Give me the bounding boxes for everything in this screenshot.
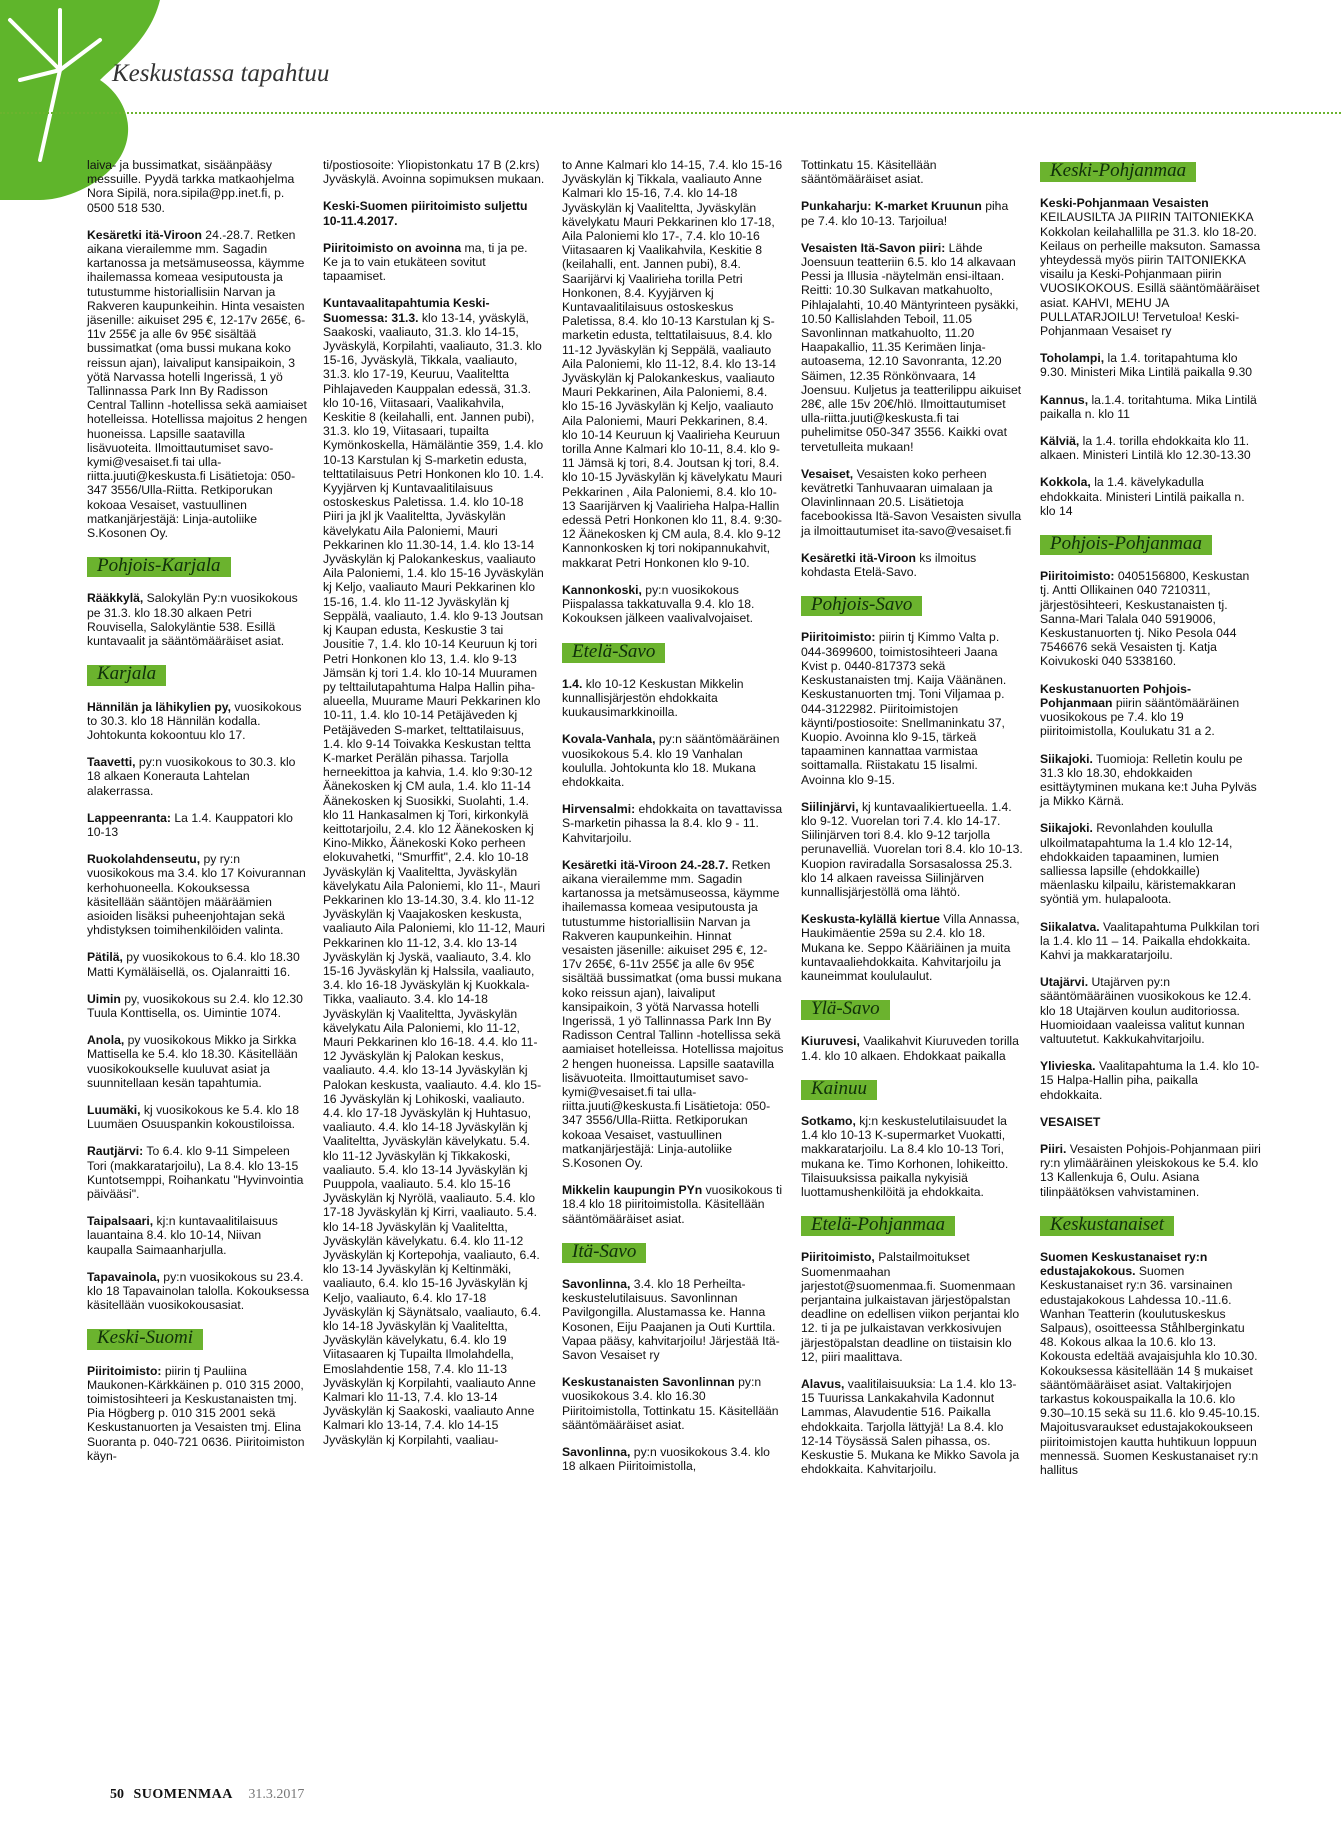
notice-entry [801,1250,1023,1364]
notice-lead: Tapavainola, [87,1269,160,1284]
notice-text: Revonlahden koululla ulkoilmatapahtuma la 1.4 klo 12-14, ehdokkaiden tapaaminen, lumien salliessa lapsille (ehdokkaille) mäenlasku kilpailu, käristemakkaran syöntiä ym. hulapaloota. [1040,821,1236,907]
notice-text: ehdokkaita on tavattavissa S-marketin pihassa la 8.4. klo 9 - 11. Kahvitarjoilu. [562,802,783,845]
notice-lead: Piiri. [1040,1141,1067,1156]
notice-text: Retken aikana vierailemme mm. Sagadin kartanossa ja metsämuseossa, käymme ihailemassa komeaa vesiputousta ja tutustumme historiallisiin Narvan ja Rakveren kaupunkeihin. Hinnat vesaisten jäsenille: aikuiset 295 €, 12-17v 265€, 6-11v 255€ ja alle 6v 95€ sisältää bussimatkat (oma bussi mukana koko reissun ajan), laivaliput kansipaikoin, 3 yötä Narvassa hotelli Ingerissä, 1 yö Tallinnassa Park Inn By Radisson Central Tallinn -hotellissa sekä aamiaiset hotelleissa. Hotellissa majoitus 2 hengen huoneissa. Lapsille saatavilla lisävuoteita. Ilmoittautumiset savo-kymi@vesaiset.fi tai ulla-riitta.juuti@keskusta.fi Lisätietoja: 050-347 3556/Ulla-Riitta. Retkiporukan kokoaa Vesaiset, vastuullinen matkanjärjestäjä: Linja-autoliike S.Kosonen Oy. [562,857,784,1170]
notice-entry [801,199,1023,227]
notice-text: piha pe 7.4. klo 10-13. Tarjoilua! [801,199,1009,228]
notice-lead: Keski-Suomen piiritoimisto suljettu 10-11.4.2017. [323,199,528,228]
notice-lead: Piiritoimisto: [87,1363,162,1378]
notice-text: ma, ti ja pe. Ke ja to vain etukäteen sovitut tapaamiset. [323,240,528,284]
notice-lead: Keski-Pohjanmaan Vesaisten [1040,196,1209,211]
notice-entry [87,992,309,1020]
notice-text: Vaalitapahtuma la 1.4. klo 10-15 Halpa-Hallin piha, paikalla ehdokkaita. [1040,1059,1260,1102]
section-heading: Itä-Savo [562,1243,646,1263]
notice-entry [323,199,545,227]
notice-text: py:n sääntömääräinen vuosikokous 5.4. klo 19 Vanhalan koululla. Johtokunta klo 18. Mukana ehdokkaita. [562,732,780,789]
notice-entry [87,1270,309,1313]
notice-entry [1040,821,1262,906]
notice-entry [801,551,1023,579]
magazine-name: SUOMENMAA [133,1787,233,1802]
section-heading: Keskustanaiset [1040,1216,1174,1236]
notice-text: ks ilmoitus kohdasta Etelä-Savo. [801,550,977,580]
notice-entry [562,158,784,570]
notice-text: kj:n keskustelutilaisuudet la 1.4 klo 10-13 K-supermarket Vuokatti, makkaratarjoilu. La 8.4 klo 10-13 Tori, mukana ke. Timo Korhonen, lohikeitto. Tilaisuuksissa paikalla nykyisiä luottamushenkilöitä ja ehdokkaita. [801,1113,1009,1199]
section-heading: Etelä-Pohjanmaa [801,1216,955,1236]
notice-text: py ry:n vuosikokous ma 3.4. klo 17 Koivurannan kerhohuoneella. Kokouksessa käsitellään sääntöjen määräämien asioiden lisäksi puheenjohtajan sekä yhdistyksen toimihenkilöiden valinta. [87,852,306,938]
notice-entry [87,1364,309,1463]
notice-text: La 1.4. Kauppatori klo 10-13 [87,810,293,839]
notice-text: Tottinkatu 15. Käsitellään sääntömääräiset asiat. [801,158,937,187]
column-4 [801,158,1023,1489]
notice-lead: Hännilän ja lähikylien py, [87,699,232,714]
notice-lead: Kälviä, [1040,434,1080,449]
notice-text: piirin tj Pauliina Maukonen-Kärkkäinen p. 010 315 2000, toimistosihteeri ja Keskustanaisten tmj. Pia Högberg p. 010 315 2001 sekä Keskustanuorten ja Vesaisten tmj. Elina Suoranta p. 040-721 0636. Piiritoimiston käyn- [87,1363,305,1463]
notice-text: py, vuosikokous su 2.4. klo 12.30 Tuula Konttisella, os. Uimintie 1074. [87,991,303,1020]
notice-entry [1040,1059,1262,1102]
notice-lead: Ruokolahdenseutu, [87,852,201,867]
notice-entry [801,1114,1023,1199]
notice-text: klo 13-14, yväskylä, Saakoski, vaaliauto, 31.3. klo 14-15, Jyväskylä, Korpilahti, vaaliauto, 31.3. klo 15-16, Jyväskylä, Tikkala, vaaliauto, 31.3. klo 17-19, Keuruu, Vaaliteltta Pihlajaveden Kauppalan edessä, 31.3. klo 10-16, Viitasaari, Vaalikahvila, Keskitie 8 (keilahalli, ent. Jannen pubi), 31.3. klo 19, Viitasaari, tupailta Kymönkoskella, Hämäläntie 359, 1.4. klo 10-13 Karstulan kj S-marketin edusta, telttatilaisuus Petri Honkonen klo 10. 1.4. Kyyjärven kj Kuntavaalitilaisuus ostoskeskus Paletissa. 1.4. klo 10-18 Piiri ja jkl jk Vaaliteltta, Jyväskylän kävelykatu Aila Paloniemi, Mauri Pekkarinen klo 11.30-14, 1.4. klo 13-14 Jyväskylän kj Palokankeskus, vaaliauto Aila Paloniemi, 1.4. klo 15-16 Jyväskylän kj Keljo, vaaliauto Mauri Pekkarinen klo 15-16, 1.4. klo 11-12 Jyväskylän kj Seppälä, vaaliauto, 1.4. klo 9-13 Joutsan kj Kaupan edusta, Keskustie 3 tai Jousitie 7, 1.4. klo 10-14 Keuruun kj tori Petri Honkonen klo 13, 1.4. klo 9-13 Jämsän kj tori 1.4. klo 10-14 Muuramen py telttailutapahtuma Halpa Hallin piha-alueella, Muurame Mauri Pekkarinen klo 10-11, 1.4. klo 10-14 Petäjäveden kj Petäjäveden S-market, telttatilaisuus, 1.4. klo 9-14 Toivakka Keskustan teltta K-market Perälän pihassa. Tarjolla herneekittoa ja kahvia, 1.4. klo 9:30-12 Äänekosken kj CM aula, 1.4. klo 11-14 Äänekosken kj Suosikki, Suolahti, 1.4. klo 11 Hankasalmen kj Tori, kirkonkylä keittotarjoilu, 2.4. klo 12 Äänekosken kj Kino-Mikko, Äänekoski Koko perheen elokuvahetki, "Smurffit", 2.4. klo 10-18 Jyväskylän kj Vaaliteltta, Jyväskylän kävelykatu Aila Paloniemi, klo 11-, Mauri Pekkarinen klo 13-14.30, 3.4. klo 11-12 Jyväskylän kj Vaajakosken keskusta, vaaliauto Aila Paloniemi, klo 11-12, Mauri Pekkarinen klo 11-12, 3.4. klo 13-14 Jyväskylän kj Jyskä, vaaliauto, 3.4. klo 15-16 Jyväskylän kj Halssila, vaaliauto, 3.4. klo 16-18 Jyväskylän kj Kuokkala-Tikka, vaaliauto. 3.4. klo 14-18 Jyväskylän kj Vaaliteltta, Jyväskylän kävelykatu Aila Paloniemi, klo 11-12, Mauri Pekkarinen klo 16-18. 4.4. klo 11-12 Jyväskylän kj Palokan keskus, vaaliauto. 4.4. klo 13-14 Jyväskylän kj Palokan keskusta, vaaliauto. 4.4. klo 15-16 Jyväskylän kj Lohikoski, vaaliauto. 4.4. klo 17-18 Jyväskylän kj Huhtasuo, vaaliauto. 4.4. klo 14-18 Jyväskylän kj Vaaliteltta, Jyväskylän kävelykatu. 5.4. klo 11-12 Jyväskylän kj Tikkakoski, vaaliauto. 5.4. klo 13-14 Jyväskylän kj Puuppola, vaaliauto. 5.4. klo 15-16 Jyväskylän kj Nyrölä, vaaliauto. 5.4. klo 17-18 Jyväskylän kj Kirri, vaaliauto. 5.4. klo 14-18 Jyväskylän kj Vaaliteltta, Jyväskylän kävelykatu. 6.4. klo 11-12 Jyväskylän kj Kortepohja, vaaliauto, 6.4. klo 13-14 Jyväskylän kj Keltinmäki, vaaliauto, 6.4. klo 15-16 Jyväskylän kj Keljo, vaaliauto, 6.4. klo 17-18 Jyväskylän kj Säynätsalo, vaaliauto, 6.4. klo 14-18 Jyväskylän kj Vaaliteltta, Jyväskylän kävelykatu, 6.4. klo 19 Viitasaaren kj Tupailta Ilmolahdella, Emoslahdentie 158, 7.4. klo 11-13 Jyväskylän kj Korpilahti, vaaliauto Anne Kalmari klo 11-13, 7.4. klo 13-14 Jyväskylän kj Saakoski, vaaliauto Anne Kalmari klo 13-14, 7.4. klo 14-15 Jyväskylän kj Korpilahti, vaaliau- [323,310,545,1447]
notice-text: Villa Annassa, Haukimäentie 259a su 2.4. klo 18. Mukana ke. Seppo Kääriäinen ja muita kuntavaaliehdokkaita. Kahvitarjoilu ja kauneimmat koululaulut. [801,912,1020,983]
notice-lead: Anola, [87,1033,125,1048]
notice-entry [1040,351,1262,379]
notice-text: vuosikokous ti 18.4 klo 18 piiritoimistolla. Käsitellään sääntömääräiset asiat. [562,1183,783,1226]
notice-text: la 1.4. toritapahtuma klo 9.30. Ministeri Mika Lintilä paikalla 9.30 [1040,351,1253,380]
notice-entry [562,732,784,789]
notice-lead: Hirvensalmi: [562,802,636,817]
notice-entry [562,1375,784,1432]
notice-entry [562,583,784,626]
notice-text: py:n vuosikokous 3.4. klo 18 alkaen Piiritoimistolla, [562,1445,770,1474]
notice-entry [1040,434,1262,462]
notice-text: to Anne Kalmari klo 14-15, 7.4. klo 15-16 Jyväskylän kj Tikkala, vaaliauto Anne Kalmari klo 15-16, 7.4. klo 14-18 Jyväskylän kj Vaaliteltta, Jyväskylän kävelykatu Mauri Pekkarinen klo 17-18, Aila Paloniemi klo 17-, 7.4. klo 10-16 Viitasaaren kj Vaalikahvila, Keskitie 8 (keilahalli, ent. Jannen pubi), 8.4. Saarijärvi kj Vaalirieha torilla Petri Honkonen, 8.4. Kyyjärven kj Kuntavaalitilaisuus ostoskeskus Paletissa, 8.4. klo 10-13 Karstulan kj S-marketin edusta, telttatilaisuus, 8.4. klo 11-12 Jyväskylän kj Seppälä, vaaliauto Aila Paloniemi, klo 11-12, 8.4. klo 13-14 Jyväskylän kj Palokankeskus, vaaliauto Mauri Pekkarinen, Aila Paloniemi, 8.4. klo 15-16 Jyväskylän kj Keljo, vaaliauto Aila Paloniemi, Mauri Pekkarinen, 8.4. klo 10-14 Keuruun kj Vaalirieha Keuruun torilla Anne Kalmari klo 10-11, 8.4. klo 9-11 Jämsä kj tori, 8.4. Joutsan kj tori, 8.4. klo 10-15 Jyväskylän kj kävelykatu Mauri Pekkarinen , Aila Paloniemi, 8.4. klo 10-13 Saarijärven kj Vaalirieha Halpa-Hallin edessä Petri Honkonen klo 11, 8.4. 9:30-12 Äänekosken kj CM aula, 8.4. klo 9-12 Kannonkosken kj tori nokipannukahvit, makkarat Petri Honkonen klo 9-10. [562,158,783,570]
notice-entry [323,296,545,1446]
notice-entry [323,158,545,186]
notice-text: 24.-28.7. Retken aikana vierailemme mm. Sagadin kartanossa ja metsämuseossa, käymme ihailemassa komeaa vesiputousta ja tutustumme historiallisiin Narvan ja Rakveren kaupunkeihin. Hinta vesaisten jäsenille: aikuiset 295 €, 12-17v 265€, 6-11v 255€ ja alle 6v 95€ sisältää bussimatkat (oma bussi mukana koko reissun ajan), laivaliput kansipaikoin, 3 yötä Narvassa hotelli Ingerissä, 1 yö Tallinnassa Park Inn By Radisson Central Tallinn -hotellissa sekä aamiaiset hotelleissa. Hotellissa majoitus 2 hengen huoneissa. Lapsille saatavilla lisävuoteita. Ilmoittautumiset savo-kymi@vesaiset.fi tai ulla-riitta.juuti@keskusta.fi Lisätietoja: 050-347 3556/Ulla-Riitta. Retkiporukan kokoaa Vesaiset, vastuullinen matkanjärjestäjä: Linja-autoliike S.Kosonen Oy. [87,227,308,541]
notice-entry [323,241,545,284]
notice-entry [562,677,784,720]
notice-text: 3.4. klo 18 Perheilta- keskustelutilaisuus. Savonlinnan Pavilgongilla. Alustamassa ke. Hanna Kosonen, Eiju Paajanen ja Outi Kurttila. Vapaa pääsy, kahvitarjoilu! Järjestää Itä-Savon Vesaiset ry [562,1277,780,1363]
notice-entry [87,700,309,743]
notice-text: vaalitilaisuuksia: La 1.4. klo 13-15 Tuurissa Lankakahvila Kadonnut Lammas, Alavudentie 516. Paikalla ehdokkaita. Tarjolla lättyjä! La 8.4. klo 12-14 Töysässä Salen pihassa, os. Keskustie 5. Mukana ke Mikko Savola ja ehdokkaita. Kahvitarjoilu. [801,1377,1020,1477]
notice-entry [562,1445,784,1473]
notice-entry [87,852,309,937]
notice-text: py:n vuosikokous Piispalassa takkatuvalla 9.4. klo 18. Kokouksen jälkeen vaalivalvojaiset. [562,582,755,626]
notice-lead: Kesäretki itä-Viroon [87,227,202,242]
notice-lead: Taavetti, [87,755,136,770]
notice-text: Vaalikahvit Kiuruveden torilla 1.4. klo 10 alkaen. Ehdokkaat paikalla [801,1034,1019,1063]
notice-text: py vuosikokous Mikko ja Sirkka Mattisella ke 5.4. klo 18.30. Käsitellään vuosikokoukselle kuuluvat asiat ja suunnitellaan kesän tapahtumia. [87,1033,298,1090]
notice-entry [562,1183,784,1226]
notice-text: la 1.4. torilla ehdokkaita klo 11. alkaen. Ministeri Lintilä klo 12.30-13.30 [1040,434,1251,463]
notice-lead: Vesaiset, [801,466,854,481]
notice-lead: 1.4. [562,676,583,691]
notice-entry [1040,569,1262,668]
notice-lead: Keskusta-kylällä kiertue [801,912,940,927]
notice-entry [801,630,1023,786]
notice-text: la.1.4. toritahtuma. Mika Lintilä paikalla n. klo 11 [1040,392,1257,421]
notice-entry [1040,920,1262,963]
notice-entry [87,591,309,648]
notice-lead: Kesäretki itä-Viroon [801,550,916,565]
notice-entry [87,1033,309,1090]
notice-lead: Savonlinna, [562,1277,631,1292]
notice-text: To 6.4. klo 9-11 Simpeleen Tori (makkaratarjoilu), La 8.4. klo 13-15 Kuntotsemppi, Roihankatu "Hyvinvointia päivääsi". [87,1144,304,1201]
notice-lead: Kuntavaalitapahtumia Keski-Suomessa: 31.3. [323,296,490,325]
notice-entry [1040,393,1262,421]
notice-lead: Mikkelin kaupungin PYn [562,1183,703,1198]
notice-text: Vesaisten Pohjois-Pohjanmaan piiri ry:n ylimääräinen yleiskokous ke 5.4. klo 13 Kallenkuja 6, Oulu. Asiana tilinpäätöksen vahvistaminen. [1040,1141,1261,1199]
notice-text: py:n vuosikokous to 30.3. klo 18 alkaen Konerauta Lahtelan alakerrassa. [87,755,296,798]
notice-lead: Lappeenranta: [87,810,171,825]
notice-entry [1040,1142,1262,1199]
page-number: 50 [110,1787,124,1802]
notice-entry [87,228,309,540]
notice-text: kj vuosikokous ke 5.4. klo 18 Luumäen Osuuspankin kokoustiloissa. [87,1102,300,1132]
notice-entry [801,158,1023,186]
notice-text: la 1.4. kävelykadulla ehdokkaita. Ministeri Lintilä paikalla n. klo 14 [1040,475,1245,518]
page-footer [110,1787,304,1803]
notice-lead: Vesaisten Itä-Savon piiri: [801,240,946,255]
notice-entry [87,811,309,839]
notice-text: Vaalitapahtuma Pulkkilan tori la 1.4. klo 11 – 14. Paikalla ehdokkaita. Kahvi ja makkaratarjoilu. [1040,919,1260,962]
notice-entry [1040,752,1262,809]
notice-text: ti/postiosoite: Yliopistonkatu 17 B (2.krs) Jyväskylä. Avoinna sopimuksen mukaan. [323,158,545,187]
notice-lead: Rautjärvi: [87,1144,144,1159]
notice-lead: Kesäretki itä-Viroon 24.-28.7. [562,857,729,872]
notice-entry [801,241,1023,454]
notice-text: kj kuntavaalikiertueella. 1.4. klo 9-12. Vuorelan tori 7.4. klo 14-17. Siilinjärven tori 8.4. klo 9-12 tarjolla perunavelliä. Vuorelan tori 8.4. klo 10-13. Kuopion raviradalla Sorsasalossa 25.3. klo 14 alkaen raveissa Siilinjärven kunnallisjärjestöllä oma lähtö. [801,799,1023,899]
notice-lead: Siikajoki. [1040,821,1093,836]
notice-entry [1040,975,1262,1046]
column-5 [1040,158,1262,1490]
notice-lead: Siikalatva. [1040,919,1100,934]
notice-lead: Punkaharju: K-market Kruunun [801,199,982,214]
notice-lead: Keskustanaisten Savonlinnan [562,1375,735,1390]
notice-entry [87,755,309,798]
notice-lead: Pätilä, [87,950,123,965]
notice-text: Lähde Joensuun teatteriin 6.5. klo 14 alkavaan Pessi ja Illusia -näytelmän ensi-iltaan. Reitti: 10.30 Sulkavan matkahuolto, Pihlajalahti, 10.40 Mäntyrinteen pysäkki, 10.50 Kallislahden Teboil, 11.05 Savonlinnan matkahuolto, 11.20 Haapakallio, 11.35 Kerimäen linja-autoasema, 12.10 Savonranta, 12.20 Säimen, 12.35 Rönkönvaara, 14 Joensuu. Kuljetus ja teatterilippu aikuiset 28€, alle 15v 20€/hlö. Ilmoittautumiset ulla-riitta.juuti@keskusta.fi tai puhelimitse 050-347 3556. Kaikki ovat tervetulleita mukaan! [801,240,1022,454]
column-2 [323,158,545,1460]
notice-lead: Savonlinna, [562,1445,631,1460]
notice-lead: Kokkola, [1040,475,1091,490]
notice-lead: Piiritoimisto: [1040,569,1115,584]
notice-text: Vesaisten koko perheen kevätretki Tanhuvaaran uimalaan ja Olavinlinnaan 20.5. Lisätietoja facebookissa Itä-Savon Vesaisten sivulla ja ilmoittautumiset ita-savo@vesaiset.fi [801,466,1022,538]
notice-entry [801,467,1023,538]
notice-entry [562,1277,784,1362]
notice-entry [1040,682,1262,739]
notice-lead: Ylivieska. [1040,1059,1096,1074]
notice-lead: Suomen Keskustanaiset ry:n edustajakokous. [1040,1249,1208,1279]
notice-text: 0405156800, Keskustan tj. Antti Ollikainen 040 7210311, järjestösihteeri, Keskustanaisten tj. Sanna-Mari Talala 040 5919006, Keskustanuorten tj. Niko Pesola 044 7546676 sekä Vesaisten tj. Katja Koivukoski 040 5338160. [1040,569,1250,669]
notice-entry [1040,1250,1262,1477]
column-3 [562,158,784,1486]
notice-lead: Piiritoimisto: [801,630,876,645]
notice-entry [87,1103,309,1131]
notice-lead: Piiritoimisto, [801,1250,875,1265]
notice-entry [801,1034,1023,1062]
issue-date: 31.3.2017 [248,1787,305,1802]
notice-lead: VESAISET [1040,1114,1101,1129]
notice-lead: Kovala-Vanhala, [562,732,656,747]
column-1 [87,158,309,1476]
notice-entry [87,950,309,978]
notice-lead: Siilinjärvi, [801,799,859,814]
notice-entry [801,1377,1023,1476]
notice-entry [87,1144,309,1201]
notice-text: KEILAUSILTA JA PIIRIN TAITONIEKKA Kokkolan keilahallilla pe 31.3. klo 18-20. Keilaus on perheille maksuton. Samassa yhteydessä myös piirin TAITONIEKKA visailu ja Keski-Pohjanmaan piirin VUOSIKOKOUS. Esillä sääntömääräiset asiat. KAHVI, MEHU JA PULLATARJOILU! Tervetuloa! Keski-Pohjanmaan Vesaiset ry [1040,210,1261,339]
notice-text: laiva- ja bussimatkat, sisäänpääsy messuille. Pyydä tarkka matkaohjelma Nora Sipilä, nora.sipila@pp.inet.fi, p. 0500 518 530. [87,158,295,215]
notice-lead: Piiritoimisto on avoinna [323,240,462,255]
notice-lead: Uimin [87,991,121,1006]
notice-text: Utajärven py:n sääntömääräinen vuosikokous ke 12.4. klo 18 Utajärven koulun auditoriossa. Huomioidaan vaaleissa valitut kunnan valtuutetut. Kakkukahvitarjoilu. [1040,975,1252,1046]
notice-text: kj:n kuntavaalitilaisuus lauantaina 8.4. klo 10-14, Niivan kaupalla Saimaanharjulla. [87,1214,278,1257]
notice-lead: Taipalsaari, [87,1214,154,1229]
notice-lead: Kiuruvesi, [801,1034,860,1049]
notice-lead: Luumäki, [87,1102,141,1117]
section-heading: Pohjois-Pohjanmaa [1040,535,1212,555]
notice-lead: Kannonkoski, [562,582,642,597]
notice-text: Suomen Keskustanaiset ry:n 36. varsinainen edustajakokous Lahdessa 10.-11.6. Wanhan Teatterin (koulutuskeskus Salpaus), osoitteessa Ståhlberginkatu 48. Kokous alkaa la 10.6. klo 13. Kokousta edeltää avajaisjuhla klo 10.30. Kokouksessa käsitellään 14 § mukaiset sääntömääräiset asiat. Valtakirjojen tarkastus kokouspaikalla la 10.6. klo 9.30–10.15 sekä su 11.6. klo 9.45-10.15. Majoitusvaraukset edustajakokoukseen piiritoimistojen kautta huhtikuun loppuun mennessä. Suomen Keskustanaiset ry:n hallitus [1040,1264,1260,1478]
notice-entry [87,1214,309,1257]
notice-text: vuosikokous to 30.3. klo 18 Hännilän kodalla. Johtokunta kokoontuu klo 17. [87,699,302,742]
notice-entry [562,858,784,1170]
notice-text: py:n vuosikokous 3.4. klo 16.30 Piiritoimistolla, Tottinkatu 15. Käsitellään sääntömääräiset asiat. [562,1375,779,1432]
notice-lead: Keskustanuorten Pohjois-Pohjanmaan [1040,681,1192,710]
notice-lead: Kannus, [1040,392,1089,407]
notice-entry [87,158,309,215]
notice-text: py vuosikokous to 6.4. klo 18.30 Matti Kymäläisellä, os. Ojalanraitti 16. [87,950,300,979]
notice-text: piirin sääntömääräinen vuosikokous pe 7.4. klo 19 piiritoimistolla, Koulukatu 31 a 2. [1040,695,1240,739]
section-heading: Ylä-Savo [801,1000,890,1020]
section-heading: Kainuu [801,1080,877,1100]
notice-text: py:n vuosikokous su 23.4. klo 18 Tapavainolan talolla. Kokouksessa käsitellään vuosikokousasiat. [87,1269,310,1313]
section-heading: Pohjois-Savo [801,596,922,616]
section-heading: Pohjois-Karjala [87,557,231,577]
notice-entry [1040,196,1262,338]
notice-lead: Rääkkylä, [87,591,144,606]
notice-lead: Siikajoki. [1040,751,1093,766]
notice-lead: Alavus, [801,1377,845,1392]
notice-text: piirin tj Kimmo Valta p. 044-3699600, toimistosihteeri Jaana Kvist p. 0440-817373 sekä Keskustanaisten tmj. Kaija Väänänen. Keskustanuorten tmj. Toni Viljamaa p. 044-3122982. Piiritoimistojen käynti/postiosoite: Snellmaninkatu 37, Kuopio. Avoinna klo 9-15, tärkeä tapaaminen kannattaa varmistaa soittamalla. Riistakatu 15 Iisalmi. Avoinna klo 9-15. [801,630,1007,787]
notice-entry [801,912,1023,983]
notice-text: klo 10-12 Keskustan Mikkelin kunnallisjärjestön ehdokkaita kuukausimarkkinoilla. [562,676,744,720]
notice-lead: Toholampi, [1040,351,1105,366]
section-heading: Keski-Suomi [87,1329,203,1349]
notice-entry [801,800,1023,899]
section-header-title: Keskustassa tapahtuu [112,60,330,87]
notice-text: Tuomioja: Relletin koulu pe 31.3 klo 18.30, ehdokkaiden esittäytyminen mukana ke:t Juha Pylväs ja Mikko Kärnä. [1040,751,1257,809]
header-dotted-rule [0,112,1341,114]
notice-lead: Sotkamo, [801,1113,856,1128]
notice-entry [1040,1115,1262,1129]
notice-text: Salokylän Py:n vuosikokous pe 31.3. klo 18.30 alkaen Petri Rouvisella, Salokyläntie 538. Esillä kuntavaalit ja sääntömääräiset asiat. [87,591,298,649]
notice-text: Palstailmoitukset Suomenmaahan jarjestot@suomenmaa.fi. Suomenmaan perjantaina julkaistavan järjestöpalstan deadline on edellisen viikon perjantai klo 12. ti ja pe julkaistavan verkkosivujen järjestöpalstan deadline on tiistaisin klo 12, piiri maalittava. [801,1250,1020,1364]
section-heading: Keski-Pohjanmaa [1040,162,1196,182]
notice-entry [1040,475,1262,518]
section-heading: Etelä-Savo [562,643,665,663]
notice-lead: Utajärvi. [1040,975,1089,990]
notice-entry [562,802,784,845]
section-heading: Karjala [87,665,166,685]
